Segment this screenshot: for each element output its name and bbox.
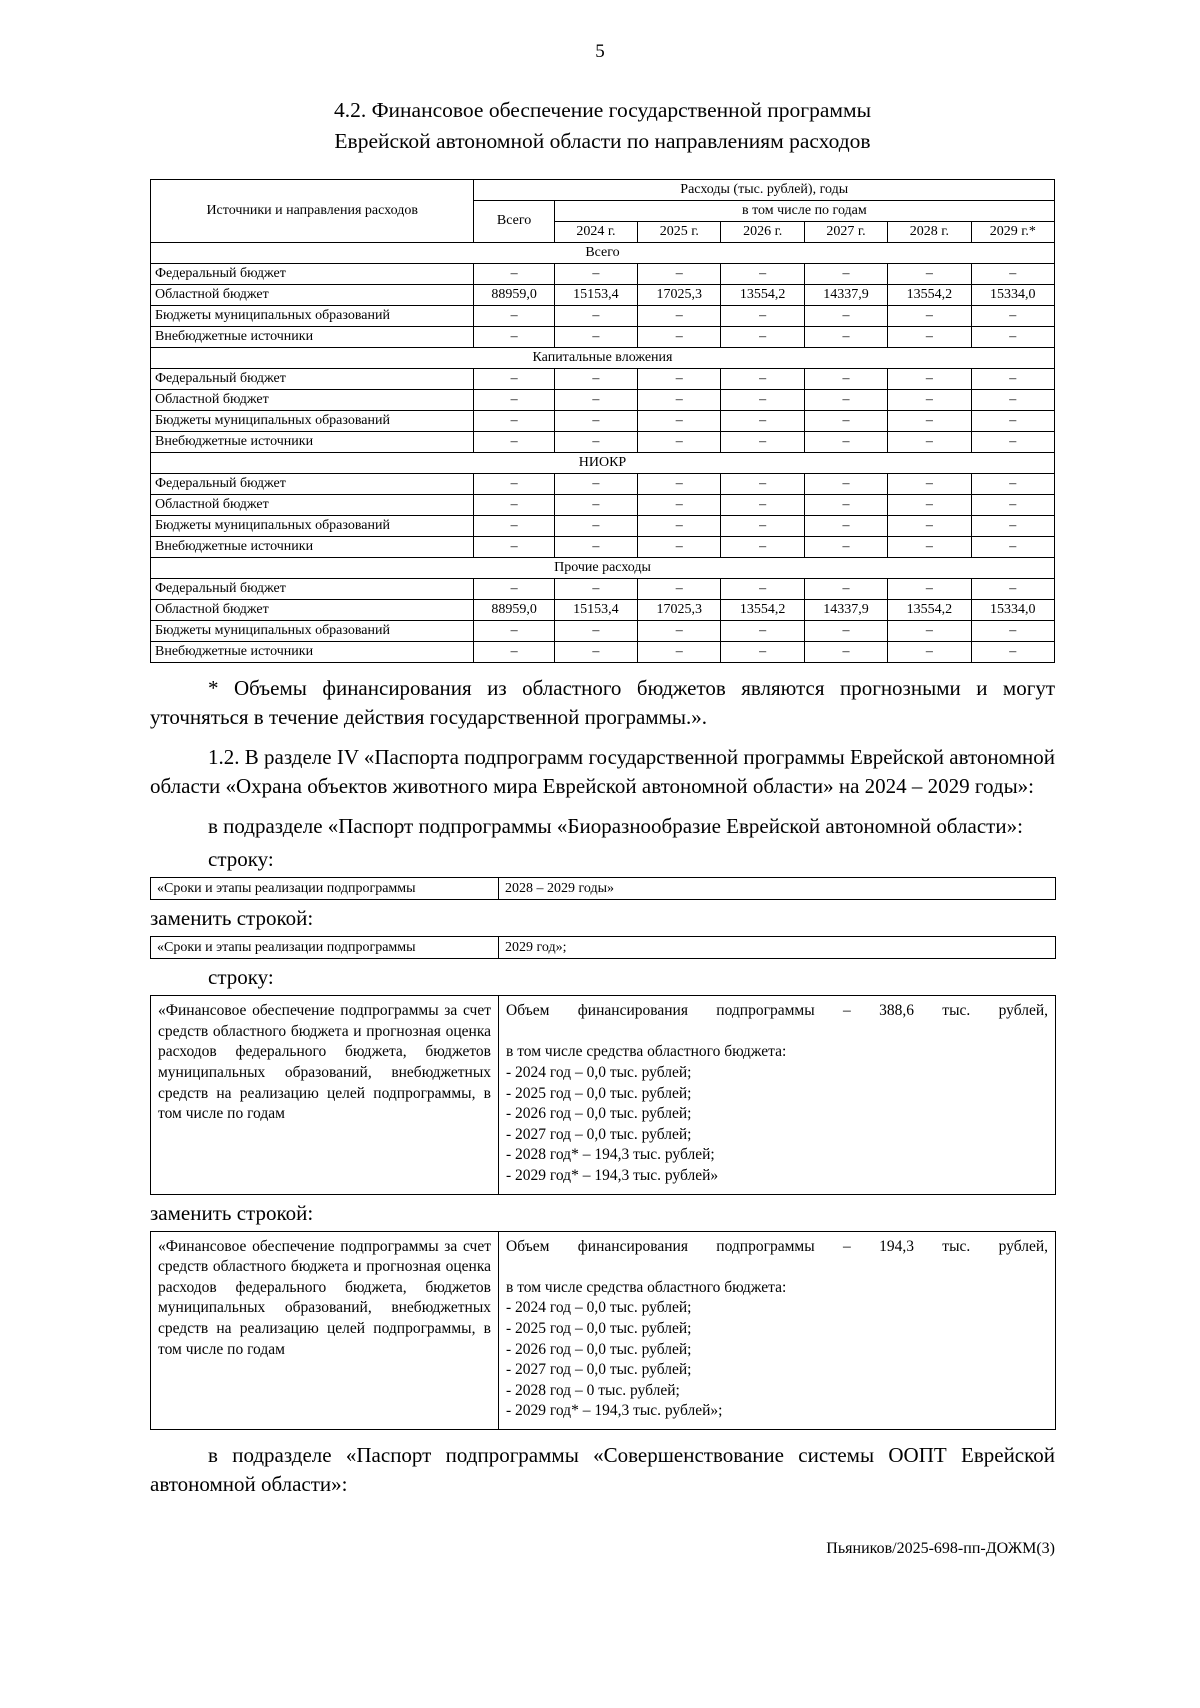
finance-row-year-value: – — [638, 516, 721, 537]
finance-row-year-value: – — [888, 537, 971, 558]
finance-row-year-value: – — [554, 264, 637, 285]
finance-row-year-value: – — [721, 432, 804, 453]
finance-row-year-value: – — [721, 264, 804, 285]
finance-row-total: – — [474, 306, 554, 327]
finance-row-year-value: – — [888, 495, 971, 516]
finance-row-year-value: 14337,9 — [804, 600, 887, 621]
finance-row-year-value: – — [638, 474, 721, 495]
finance-row-total: – — [474, 432, 554, 453]
header-sources: Источники и направления расходов — [151, 180, 474, 243]
finance-row-year-value: – — [971, 306, 1054, 327]
subsection-oopt-block — [150, 1441, 1055, 1499]
passport-old-line: - 2028 год* – 194,3 тыс. рублей; — [506, 1146, 715, 1164]
page-number: 5 — [595, 41, 605, 62]
finance-row-year-value: 15334,0 — [971, 600, 1054, 621]
finance-row-year-value: – — [554, 327, 637, 348]
passport-old-line: - 2027 год – 0,0 тыс. рублей; — [506, 1125, 692, 1143]
finance-row-year-value: – — [721, 621, 804, 642]
finance-row-total: 88959,0 — [474, 600, 554, 621]
finance-row-year-value: – — [721, 390, 804, 411]
finance-row-year-value: – — [804, 642, 887, 663]
finance-row-year-value: – — [638, 642, 721, 663]
finance-row-year-value: – — [554, 642, 637, 663]
header-year-2024: 2024 г. — [554, 222, 637, 243]
table-row — [151, 600, 1055, 621]
table-row — [151, 432, 1055, 453]
finance-row-year-value: – — [888, 474, 971, 495]
finance-row-year-value: – — [554, 579, 637, 600]
finance-row-year-value: – — [888, 642, 971, 663]
finance-row-label: Областной бюджет — [151, 495, 474, 516]
finance-row-year-value: – — [721, 579, 804, 600]
finance-row-year-value: – — [888, 390, 971, 411]
finance-row-year-value: – — [554, 516, 637, 537]
finance-row-total: – — [474, 579, 554, 600]
header-year-2026: 2026 г. — [721, 222, 804, 243]
finance-row-year-value: – — [971, 327, 1054, 348]
finance-row-total: – — [474, 495, 554, 516]
finance-row-year-value: – — [554, 390, 637, 411]
clause-1-2-paragraph: 1.2. В разделе IV «Паспорта подпрограмм государственной программы Еврейской автономной области «Охрана объектов животного мира Еврейской автономной области» на 2024 – 2029 годы»: — [150, 745, 1055, 799]
finance-row-label: Бюджеты муниципальных образований — [151, 306, 474, 327]
finance-row-year-value: – — [888, 264, 971, 285]
finance-row-year-value: – — [638, 306, 721, 327]
finance-row-year-value: – — [721, 327, 804, 348]
table-row — [151, 937, 1056, 959]
finance-row-label: Федеральный бюджет — [151, 579, 474, 600]
passport-old-left: «Финансовое обеспечение подпрограммы за счет средств областного бюджета и прогнозная оценка расходов федерального бюджета, бюджетов муниципальных образований, внебюджетных средств на реализацию целей подпрограммы, в том числе по годам — [151, 996, 499, 1194]
finance-table — [150, 179, 1055, 663]
finance-row-year-value: – — [888, 411, 971, 432]
finance-row-year-value: – — [971, 432, 1054, 453]
finance-row-year-value: – — [638, 264, 721, 285]
passport-old-line: в том числе средства областного бюджета: — [506, 1043, 787, 1061]
finance-section-header-row — [151, 453, 1055, 474]
finance-row-year-value: – — [888, 369, 971, 390]
finance-row-year-value: 15334,0 — [971, 285, 1054, 306]
finance-row-year-value: – — [804, 390, 887, 411]
table-row — [151, 996, 1056, 1194]
finance-row-year-value: – — [638, 327, 721, 348]
table-row — [151, 642, 1055, 663]
finance-row-year-value: – — [971, 579, 1054, 600]
finance-row-label: Областной бюджет — [151, 600, 474, 621]
finance-row-year-value: – — [971, 369, 1054, 390]
finance-row-year-value: – — [971, 411, 1054, 432]
passport-new-headline: Объем финансирования подпрограммы – 194,3 тыс. рублей, — [506, 1237, 1048, 1255]
finance-row-year-value: – — [638, 495, 721, 516]
finance-row-year-value: 13554,2 — [888, 600, 971, 621]
finance-section-header-row — [151, 348, 1055, 369]
finance-row-year-value: – — [554, 474, 637, 495]
finance-row-year-value: – — [554, 621, 637, 642]
header-year-2028: 2028 г. — [888, 222, 971, 243]
finance-row-total: – — [474, 642, 554, 663]
finance-row-year-value: – — [638, 621, 721, 642]
finance-section-header-row — [151, 558, 1055, 579]
finance-row-total: – — [474, 369, 554, 390]
finance-section-title: Всего — [151, 243, 1055, 264]
finance-row-year-value: – — [971, 390, 1054, 411]
finance-row-label: Бюджеты муниципальных образований — [151, 516, 474, 537]
finance-row-year-value: – — [721, 537, 804, 558]
finance-row-year-value: – — [888, 621, 971, 642]
finance-row-year-value: – — [971, 474, 1054, 495]
table-row — [151, 474, 1055, 495]
table-row — [151, 495, 1055, 516]
finance-table-body — [151, 243, 1055, 663]
clause-1-2-block — [150, 743, 1055, 801]
finance-row-year-value: – — [638, 432, 721, 453]
finance-row-label: Внебюджетные источники — [151, 642, 474, 663]
finance-row-label: Областной бюджет — [151, 285, 474, 306]
footer-code: Пьяников/2025-698-пп-ДОЖМ(3) — [826, 1540, 1055, 1557]
table-row — [151, 621, 1055, 642]
finance-section-title: Капитальные вложения — [151, 348, 1055, 369]
finance-row-year-value: – — [971, 495, 1054, 516]
passport-new-line: - 2024 год – 0,0 тыс. рублей; — [506, 1299, 692, 1317]
passport-new-right — [499, 1231, 1056, 1429]
label-replace-1: заменить строкой: — [150, 906, 314, 931]
finance-row-label: Бюджеты муниципальных образований — [151, 411, 474, 432]
finance-row-total: – — [474, 621, 554, 642]
finance-row-year-value: 14337,9 — [804, 285, 887, 306]
table-row — [151, 390, 1055, 411]
finance-row-year-value: – — [721, 306, 804, 327]
page-title-line-1: 4.2. Финансовое обеспечение государственной программы — [333, 98, 872, 122]
finance-table-head — [151, 180, 1055, 243]
finance-row-total: 88959,0 — [474, 285, 554, 306]
table-row — [151, 264, 1055, 285]
finance-row-year-value: – — [971, 516, 1054, 537]
header-year-2025: 2025 г. — [638, 222, 721, 243]
table-row — [151, 516, 1055, 537]
passport-old-headline: Объем финансирования подпрограммы – 388,6 тыс. рублей, — [506, 1002, 1048, 1020]
passport-old-line: - 2025 год – 0,0 тыс. рублей; — [506, 1084, 692, 1102]
finance-row-year-value: – — [638, 390, 721, 411]
finance-row-year-value: – — [804, 327, 887, 348]
terms-old-right: 2028 – 2029 годы» — [499, 878, 1056, 900]
finance-row-total: – — [474, 537, 554, 558]
finance-row-year-value: – — [554, 495, 637, 516]
passport-new-line: - 2029 год* – 194,3 тыс. рублей»; — [506, 1402, 723, 1420]
finance-section-header-row — [151, 243, 1055, 264]
passport-old-line: - 2024 год – 0,0 тыс. рублей; — [506, 1063, 692, 1081]
finance-row-year-value: – — [804, 474, 887, 495]
subsection-oopt-paragraph: в подразделе «Паспорт подпрограммы «Совершенствование системы ООПТ Еврейской автономной области»: — [150, 1443, 1055, 1496]
table-row — [151, 579, 1055, 600]
finance-row-year-value: 15153,4 — [554, 600, 637, 621]
finance-row-year-value: – — [804, 621, 887, 642]
table-row — [151, 327, 1055, 348]
table-header-row-1 — [151, 180, 1055, 201]
finance-row-year-value: – — [721, 474, 804, 495]
terms-new-left: «Сроки и этапы реализации подпрограммы — [151, 937, 499, 959]
finance-row-year-value: 15153,4 — [554, 285, 637, 306]
finance-row-year-value: – — [804, 264, 887, 285]
finance-row-year-value: – — [554, 369, 637, 390]
label-row-1: строку: — [208, 847, 274, 872]
finance-row-total: – — [474, 390, 554, 411]
label-row-2: строку: — [208, 965, 274, 990]
finance-row-year-value: – — [971, 537, 1054, 558]
finance-section-title: Прочие расходы — [151, 558, 1055, 579]
finance-row-year-value: – — [804, 369, 887, 390]
table-row — [151, 878, 1056, 900]
finance-row-label: Внебюджетные источники — [151, 537, 474, 558]
finance-row-year-value: – — [804, 432, 887, 453]
page-content — [150, 95, 1055, 1499]
finance-row-year-value: – — [971, 264, 1054, 285]
finance-row-year-value: – — [721, 642, 804, 663]
finance-row-label: Внебюджетные источники — [151, 432, 474, 453]
finance-row-label: Бюджеты муниципальных образований — [151, 621, 474, 642]
finance-row-year-value: – — [554, 411, 637, 432]
finance-row-year-value: – — [888, 432, 971, 453]
subsection-bio-block — [150, 812, 1055, 841]
passport-table-old — [150, 995, 1056, 1194]
finance-row-year-value: – — [721, 495, 804, 516]
finance-row-year-value: – — [638, 369, 721, 390]
finance-row-label: Федеральный бюджет — [151, 369, 474, 390]
table-row — [151, 285, 1055, 306]
finance-row-year-value: – — [804, 516, 887, 537]
terms-old-left: «Сроки и этапы реализации подпрограммы — [151, 878, 499, 900]
finance-row-year-value: 17025,3 — [638, 285, 721, 306]
finance-row-year-value: – — [971, 642, 1054, 663]
finance-section-title: НИОКР — [151, 453, 1055, 474]
passport-new-line: - 2026 год – 0,0 тыс. рублей; — [506, 1340, 692, 1358]
table-row — [151, 1231, 1056, 1429]
label-replace-2: заменить строкой: — [150, 1200, 314, 1225]
passport-new-line: - 2025 год – 0,0 тыс. рублей; — [506, 1319, 692, 1337]
table-row — [151, 306, 1055, 327]
finance-row-year-value: – — [804, 537, 887, 558]
finance-row-year-value: – — [888, 327, 971, 348]
finance-row-year-value: – — [721, 411, 804, 432]
finance-row-year-value: – — [721, 516, 804, 537]
finance-row-year-value: – — [804, 495, 887, 516]
table-row — [151, 369, 1055, 390]
header-year-2029: 2029 г.* — [971, 222, 1054, 243]
passport-new-line: - 2027 год – 0,0 тыс. рублей; — [506, 1361, 692, 1379]
finance-row-year-value: – — [804, 411, 887, 432]
finance-row-year-value: – — [804, 306, 887, 327]
finance-row-total: – — [474, 474, 554, 495]
finance-row-year-value: – — [888, 306, 971, 327]
finance-row-label: Областной бюджет — [151, 390, 474, 411]
finance-row-year-value: – — [888, 579, 971, 600]
subsection-bio-paragraph: в подразделе «Паспорт подпрограммы «Биоразнообразие Еврейской автономной области»: — [208, 814, 1023, 839]
footnote-block — [150, 674, 1055, 732]
finance-row-year-value: – — [804, 579, 887, 600]
header-total: Всего — [474, 201, 554, 243]
finance-row-year-value: 13554,2 — [888, 285, 971, 306]
finance-row-year-value: 13554,2 — [721, 285, 804, 306]
header-expenses-span: Расходы (тыс. рублей), годы — [474, 180, 1055, 201]
header-year-2027: 2027 г. — [804, 222, 887, 243]
passport-old-right — [499, 996, 1056, 1194]
finance-row-year-value: 17025,3 — [638, 600, 721, 621]
terms-table-new — [150, 936, 1056, 959]
finance-row-year-value: – — [638, 411, 721, 432]
finance-row-total: – — [474, 516, 554, 537]
finance-row-label: Внебюджетные источники — [151, 327, 474, 348]
finance-row-label: Федеральный бюджет — [151, 264, 474, 285]
finance-row-total: – — [474, 327, 554, 348]
finance-row-total: – — [474, 264, 554, 285]
passport-new-line: - 2028 год – 0 тыс. рублей; — [506, 1381, 680, 1399]
page-title-line-2: Еврейской автономной области по направлениям расходов — [334, 129, 871, 154]
header-by-years: в том числе по годам — [554, 201, 1054, 222]
finance-row-year-value: 13554,2 — [721, 600, 804, 621]
terms-table-old — [150, 877, 1056, 900]
page-title — [150, 95, 1055, 157]
finance-row-year-value: – — [554, 432, 637, 453]
table-row — [151, 411, 1055, 432]
finance-row-year-value: – — [554, 306, 637, 327]
finance-row-year-value: – — [638, 537, 721, 558]
finance-row-year-value: – — [638, 579, 721, 600]
passport-old-line: - 2029 год* – 194,3 тыс. рублей» — [506, 1166, 719, 1184]
finance-row-year-value: – — [971, 621, 1054, 642]
finance-row-year-value: – — [888, 516, 971, 537]
finance-row-year-value: – — [721, 369, 804, 390]
passport-old-line: - 2026 год – 0,0 тыс. рублей; — [506, 1105, 692, 1123]
table-row — [151, 537, 1055, 558]
finance-row-total: – — [474, 411, 554, 432]
passport-new-left: «Финансовое обеспечение подпрограммы за счет средств областного бюджета и прогнозная оценка расходов федерального бюджета, бюджетов муниципальных образований, внебюджетных средств на реализацию целей подпрограммы, в том числе по годам — [151, 1231, 499, 1429]
passport-table-new — [150, 1231, 1056, 1430]
finance-row-year-value: – — [554, 537, 637, 558]
footnote-paragraph: * Объемы финансирования из областного бюджетов являются прогнозными и могут уточняться в течение действия государственной программы.». — [150, 676, 1055, 730]
terms-new-right: 2029 год»; — [499, 937, 1056, 959]
passport-new-line: в том числе средства областного бюджета: — [506, 1278, 787, 1296]
finance-row-label: Федеральный бюджет — [151, 474, 474, 495]
